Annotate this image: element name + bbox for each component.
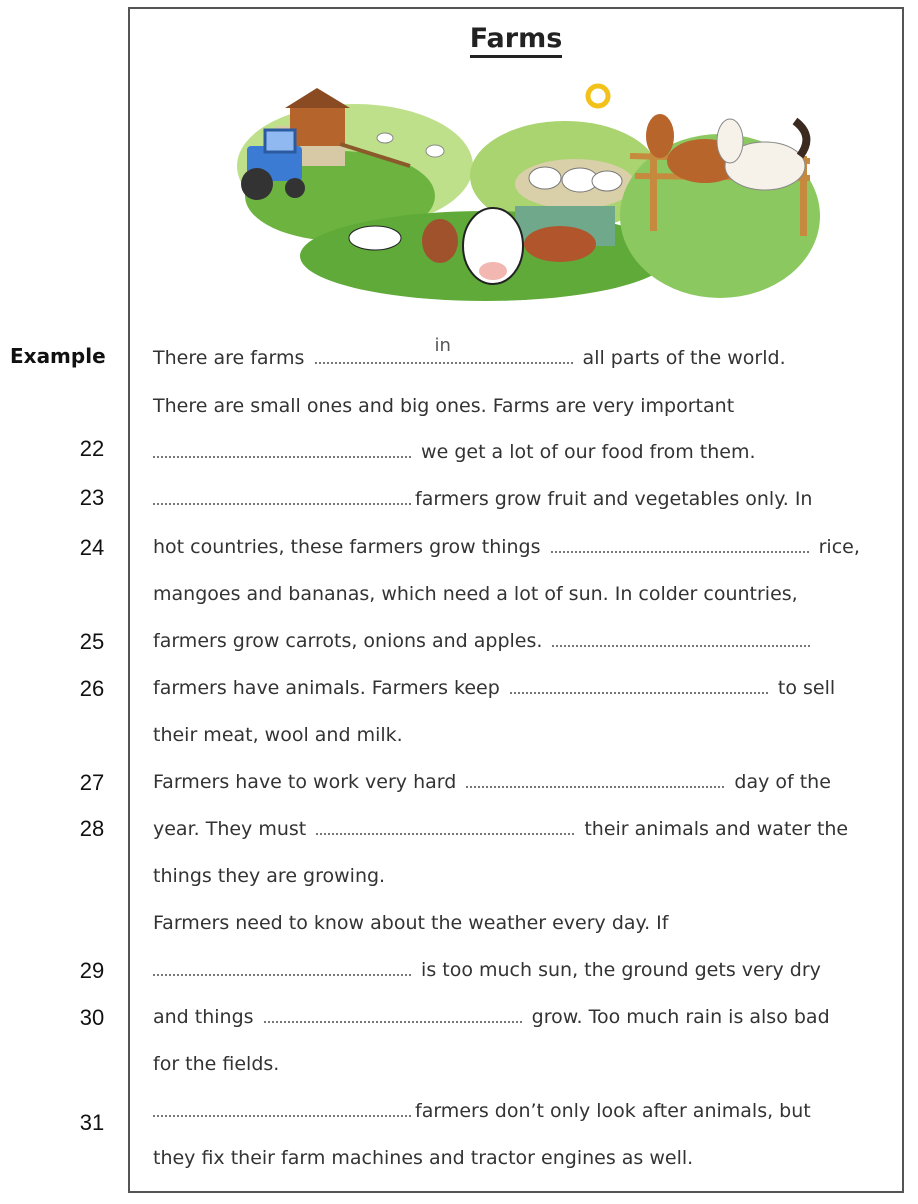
example-label: Example bbox=[10, 344, 106, 368]
answer-blank-30[interactable] bbox=[264, 1007, 522, 1023]
farm-illustration bbox=[235, 66, 820, 306]
question-number: 22 bbox=[79, 436, 105, 461]
answer-blank-22[interactable] bbox=[153, 442, 411, 458]
text-line: and things grow. Too much rain is also bad bbox=[153, 1006, 830, 1028]
text-line: hot countries, these farmers grow things rice, bbox=[153, 536, 860, 558]
text-line: they fix their farm machines and tractor engines as well. bbox=[153, 1147, 694, 1169]
question-number: 29 bbox=[79, 958, 105, 983]
answer-blank-31[interactable] bbox=[153, 1101, 411, 1117]
text-line: things they are growing. bbox=[153, 865, 386, 887]
answer-blank-26[interactable] bbox=[510, 678, 768, 694]
text-line: farmers have animals. Farmers keep to sell bbox=[153, 677, 836, 699]
text-line: their meat, wool and milk. bbox=[153, 724, 403, 746]
text-line: for the fields. bbox=[153, 1053, 280, 1075]
text-line: There are farms in all parts of the world. bbox=[153, 335, 786, 369]
question-number: 30 bbox=[79, 1005, 105, 1030]
text-line: Farmers need to know about the weather every day. If bbox=[153, 912, 669, 934]
answer-blank-23[interactable] bbox=[153, 489, 411, 505]
question-number: 26 bbox=[79, 676, 105, 701]
text-line: There are small ones and big ones. Farms are very important bbox=[153, 395, 735, 417]
answer-blank-27[interactable] bbox=[466, 772, 724, 788]
answer-blank-29[interactable] bbox=[153, 960, 411, 976]
text-line: farmers grow carrots, onions and apples. bbox=[153, 629, 814, 653]
question-number: 27 bbox=[79, 770, 105, 795]
sheep-icon bbox=[529, 167, 622, 192]
example-answer-blank: in bbox=[315, 348, 573, 364]
question-number: 23 bbox=[79, 485, 105, 510]
question-number: 31 bbox=[79, 1110, 105, 1135]
answer-blank-28[interactable] bbox=[316, 819, 574, 835]
text-line: is too much sun, the ground gets very dry bbox=[153, 958, 821, 982]
text-line: year. They must their animals and water the bbox=[153, 818, 849, 840]
text-line: we get a lot of our food from them. bbox=[153, 440, 756, 464]
answer-blank-25[interactable] bbox=[552, 631, 810, 647]
text-line: Farmers have to work very hard day of the bbox=[153, 771, 831, 793]
question-number: 28 bbox=[79, 816, 105, 841]
question-number: 24 bbox=[79, 535, 105, 560]
text-line: farmers don’t only look after animals, but bbox=[153, 1099, 811, 1123]
barn-icon bbox=[290, 106, 345, 146]
text-line: mangoes and bananas, which need a lot of sun. In colder countries, bbox=[153, 583, 798, 605]
question-number: 25 bbox=[79, 629, 105, 654]
sun-icon bbox=[588, 86, 608, 106]
text-line: farmers grow fruit and vegetables only. In bbox=[153, 487, 812, 511]
answer-blank-24[interactable] bbox=[551, 537, 809, 553]
page-title: Farms bbox=[130, 23, 902, 54]
